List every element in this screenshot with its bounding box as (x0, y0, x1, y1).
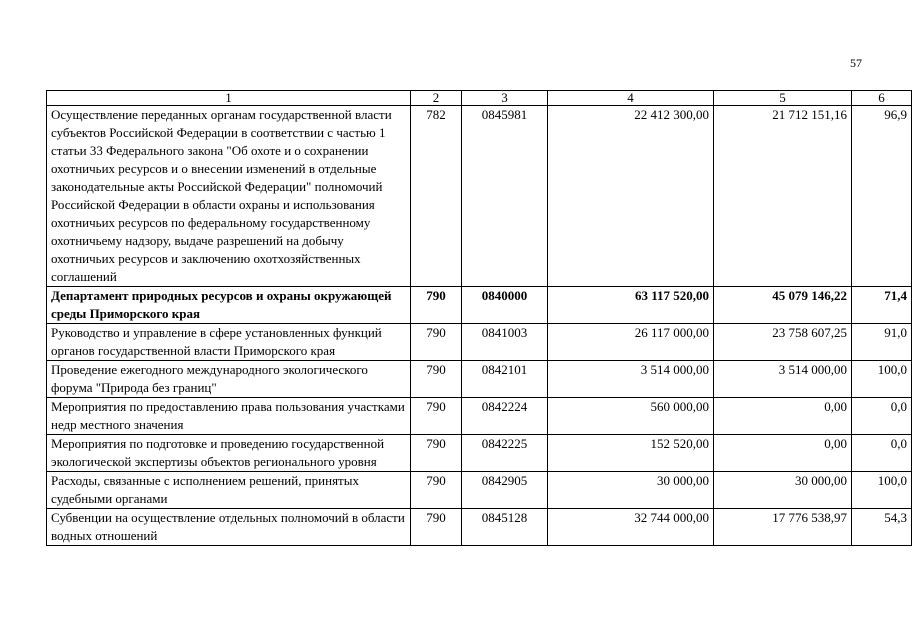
row-ministry-code: 782 (411, 106, 462, 287)
row-target-code: 0842905 (462, 472, 548, 509)
row-percent: 91,0 (852, 324, 912, 361)
row-executed-amount: 0,00 (714, 398, 852, 435)
header-col-4: 4 (548, 91, 714, 106)
header-col-1: 1 (47, 91, 411, 106)
row-ministry-code: 790 (411, 361, 462, 398)
row-executed-amount: 30 000,00 (714, 472, 852, 509)
header-col-2: 2 (411, 91, 462, 106)
row-planned-amount: 26 117 000,00 (548, 324, 714, 361)
row-executed-amount: 0,00 (714, 435, 852, 472)
table-header-row (47, 91, 912, 106)
row-planned-amount: 152 520,00 (548, 435, 714, 472)
row-planned-amount: 22 412 300,00 (548, 106, 714, 287)
row-planned-amount: 3 514 000,00 (548, 361, 714, 398)
row-ministry-code: 790 (411, 287, 462, 324)
row-planned-amount: 560 000,00 (548, 398, 714, 435)
row-name: Расходы, связанные с исполнением решений, принятых судебными органами (47, 472, 411, 509)
row-executed-amount: 17 776 538,97 (714, 509, 852, 546)
table-row (47, 398, 912, 435)
row-planned-amount: 30 000,00 (548, 472, 714, 509)
row-name: Мероприятия по подготовке и проведению государственной экологической экспертизы объектов регионального уровня (47, 435, 411, 472)
row-ministry-code: 790 (411, 509, 462, 546)
table-row (47, 361, 912, 398)
row-planned-amount: 32 744 000,00 (548, 509, 714, 546)
row-target-code: 0842101 (462, 361, 548, 398)
table-row (47, 435, 912, 472)
table-row (47, 106, 912, 287)
header-col-6: 6 (852, 91, 912, 106)
row-target-code: 0841003 (462, 324, 548, 361)
row-name: Проведение ежегодного международного экологического форума "Природа без границ" (47, 361, 411, 398)
row-ministry-code: 790 (411, 324, 462, 361)
row-percent: 0,0 (852, 435, 912, 472)
row-percent: 54,3 (852, 509, 912, 546)
row-name: Мероприятия по предоставлению права пользования участками недр местного значения (47, 398, 411, 435)
row-name: Субвенции на осуществление отдельных полномочий в области водных отношений (47, 509, 411, 546)
budget-table (46, 90, 912, 546)
header-col-5: 5 (714, 91, 852, 106)
table-row (47, 324, 912, 361)
row-executed-amount: 3 514 000,00 (714, 361, 852, 398)
row-percent: 100,0 (852, 361, 912, 398)
row-name: Руководство и управление в сфере установленных функций органов государственной власти Приморского края (47, 324, 411, 361)
row-executed-amount: 23 758 607,25 (714, 324, 852, 361)
table-row (47, 472, 912, 509)
row-percent: 100,0 (852, 472, 912, 509)
row-target-code: 0845128 (462, 509, 548, 546)
row-target-code: 0842224 (462, 398, 548, 435)
row-executed-amount: 21 712 151,16 (714, 106, 852, 287)
header-col-3: 3 (462, 91, 548, 106)
row-executed-amount: 45 079 146,22 (714, 287, 852, 324)
row-planned-amount: 63 117 520,00 (548, 287, 714, 324)
row-percent: 71,4 (852, 287, 912, 324)
table-row-department (47, 287, 912, 324)
row-target-code: 0842225 (462, 435, 548, 472)
table-row (47, 509, 912, 546)
row-ministry-code: 790 (411, 435, 462, 472)
row-ministry-code: 790 (411, 398, 462, 435)
row-ministry-code: 790 (411, 472, 462, 509)
page-number: 57 (850, 56, 862, 70)
row-target-code: 0845981 (462, 106, 548, 287)
row-name: Департамент природных ресурсов и охраны окружающей среды Приморского края (47, 287, 411, 324)
row-percent: 96,9 (852, 106, 912, 287)
row-target-code: 0840000 (462, 287, 548, 324)
row-name: Осуществление переданных органам государственной власти субъектов Российской Федерации в соответствии с частью 1 статьи 33 Федерального закона "Об охоте и о сохранении охотничьих ресурсов и о внесении изменений в отдельные законодательные акты Российской Федерации" полномочий Российской Федерации в области охраны и использования охотничьих ресурсов по федеральному государственному охотничьему надзору, выдаче разрешений на добычу охотничьих ресурсов и заключению охотхозяйственных соглашений (47, 106, 411, 287)
row-percent: 0,0 (852, 398, 912, 435)
